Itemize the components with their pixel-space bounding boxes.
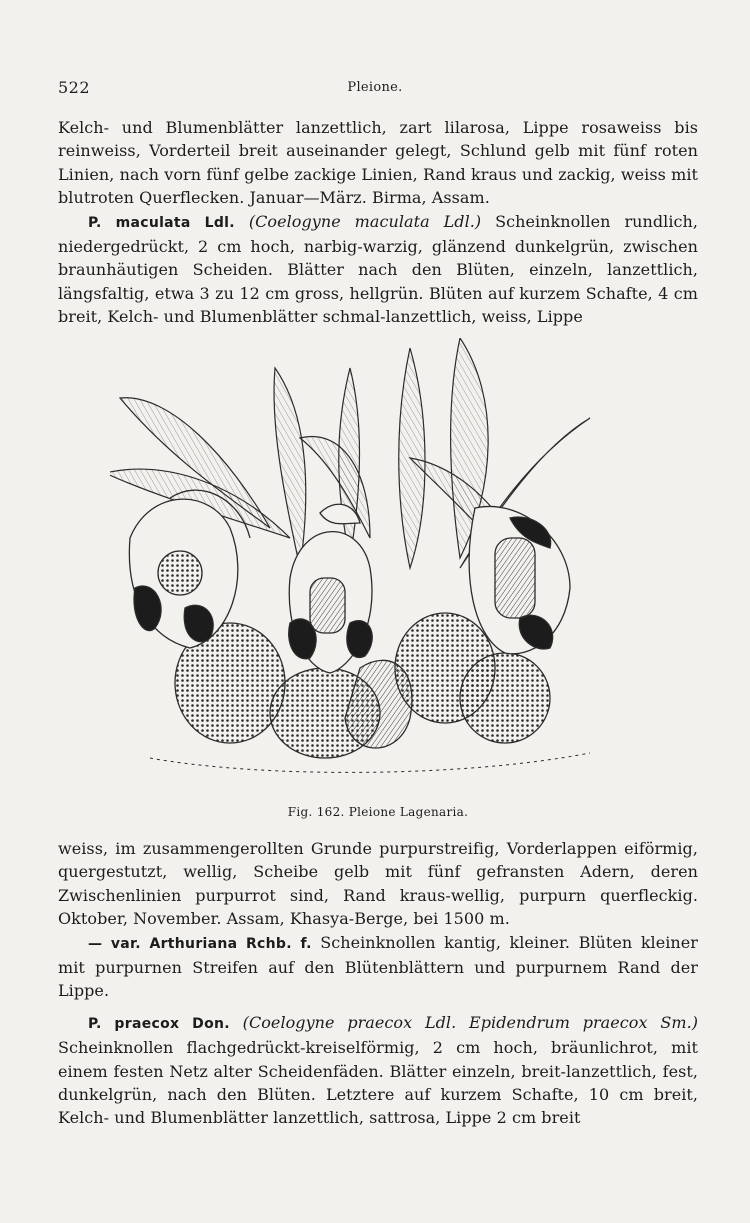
ground-line <box>150 753 590 772</box>
paragraph-maculata <box>58 210 698 329</box>
orchid-illustration <box>110 338 640 798</box>
figure-caption: Fig. 162. Pleione Lagenaria. <box>287 805 469 819</box>
paragraph: weiss, im zusammengerollten Grunde purpurstreifig, Vorderlappen eiförmig, quergestutzt, wellig, Scheibe gelb mit fünf gefransten Adern, deren Zwischenlinien purpurrot sind, Rand kraus-wellig, purpurn querfleckig. Oktober, November. Assam, Khasya-Berge, bei 1500 m. <box>58 839 698 929</box>
paragraph-arthuriana <box>58 931 698 1003</box>
paragraph-text: Scheinknollen rundlich, niedergedrückt, 2 cm hoch, narbig-warzig, glänzend dunkelgrün, zwischen braunhäutigen Scheiden. Blätter nach den Blüten, einzeln, lanzettlich, längsfaltig, etwa 3 zu 12 cm gross, hellgrün. Blüten auf kurzem Schafte, 4 cm breit, Kelch- und Blumenblätter schmal-lanzettlich, weiss, Lippe <box>58 211 698 327</box>
variety-name: — var. Arthuriana Rchb. f. <box>88 935 312 952</box>
flower-right <box>469 506 570 653</box>
running-head: Pleione. <box>347 80 403 95</box>
pleione-engraving <box>110 338 640 798</box>
synonym: (Coelogyne praecox Ldl. Epidendrum praecox Sm.) <box>242 1012 698 1032</box>
page-header <box>58 78 692 100</box>
text-block-top <box>58 116 698 329</box>
paragraph-text: Scheinknollen kantig, kleiner. Blüten kleiner mit purpurnen Streifen auf den Blütenblättern und purpurnem Rand der Lippe. <box>58 932 698 1001</box>
species-name: P. praecox Don. <box>88 1015 230 1032</box>
page-number: 522 <box>58 78 91 97</box>
synonym: (Coelogyne maculata Ldl.) <box>248 211 482 231</box>
species-name: P. maculata Ldl. <box>88 214 235 231</box>
paragraph: Kelch- und Blumenblätter lanzettlich, zart lilarosa, Lippe rosaweiss bis reinweiss, Vorderteil breit auseinander gelegt, Schlund gelb mit fünf roten Linien, nach vorn fünf gelbe zackige Linien, Rand kraus und zackig, weiss mit blutroten Querflecken. Januar—März. Birma, Assam. <box>58 118 698 208</box>
text-block-bottom <box>58 837 698 1130</box>
paragraph-praecox <box>58 1011 698 1130</box>
paragraph-text: Scheinknollen flachgedrückt-kreiselförmig, 2 cm hoch, bräunlichrot, mit einem festen Netz alter Scheidenfäden. Blätter einzeln, breit-lanzettlich, fest, dunkelgrün, nach den Blüten. Letztere auf kurzem Schafte, 10 cm breit, Kelch- und Blumenblätter lanzettlich, sattrosa, Lippe 2 cm breit <box>58 1038 698 1128</box>
